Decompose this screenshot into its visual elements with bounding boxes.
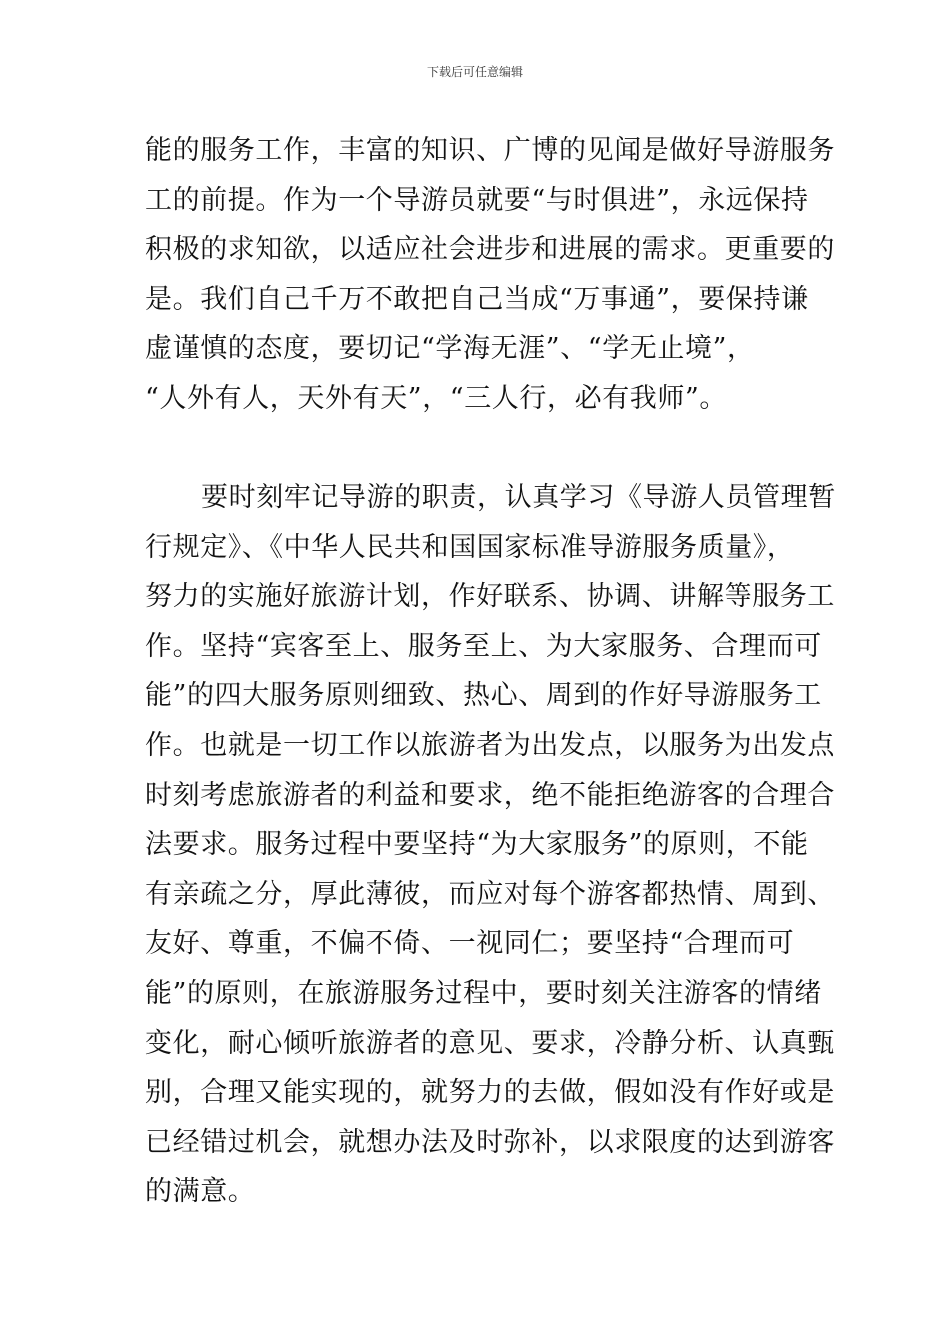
header-note: 下载后可任意编辑 (426, 65, 523, 79)
text-line: 别，合理又能实现的，就努力的去做，假如没有作好或是 (145, 1077, 835, 1109)
paragraph-2 (145, 473, 836, 1217)
text-line: 作。也就是一切工作以旅游者为出发点，以服务为出发点 (145, 729, 835, 761)
text-line: 行规定》、《中华人民共和国国家标准导游服务质量》， (145, 531, 795, 563)
text-line: 要时刻牢记导游的职责，认真学习《导游人员管理暂 (201, 482, 836, 513)
text-line: 能”的原则，在旅游服务过程中，要时刻关注游客的情绪 (145, 977, 822, 1009)
text-line: 友好、尊重，不偏不倚、一视同仁；要坚持“合理而可 (145, 928, 795, 960)
text-line: “人外有人，天外有天”，“三人行，必有我师”。 (145, 382, 728, 414)
text-line: 已经错过机会，就想办法及时弥补，以求限度的达到游客 (145, 1126, 835, 1158)
text-line: 作。坚持“宾客至上、服务至上、为大家服务、合理而可 (145, 630, 822, 662)
text-line: 法要求。服务过程中要坚持“为大家服务”的原则，不能 (145, 829, 809, 861)
text-line: 能的服务工作，丰富的知识、广博的见闻是做好导游服务 (145, 135, 835, 166)
text-line: 努力的实施好旅游计划，作好联系、协调、讲解等服务工 (145, 581, 835, 613)
text-line: 有亲疏之分，厚此薄彼，而应对每个游客都热情、周到、 (145, 878, 835, 910)
text-line: 工的前提。作为一个导游员就要“与时俱进”，永远保持 (145, 184, 809, 216)
text-line: 是。我们自己千万不敢把自己当成“万事通”，要保持谦 (145, 283, 809, 315)
text-line: 能”的四大服务原则细致、热心、周到的作好导游服务工 (145, 680, 822, 712)
text-line: 变化，耐心倾听旅游者的意见、要求，冷静分析、认真甄 (145, 1027, 835, 1059)
text-line: 虚谨慎的态度，要切记“学海无涯”、“学无止境”， (145, 333, 755, 365)
text-line: 积极的求知欲，以适应社会进步和进展的需求。更重要的 (145, 234, 835, 266)
text-line: 的满意。 (145, 1176, 256, 1208)
text-line: 时刻考虑旅游者的利益和要求，绝不能拒绝游客的合理合 (145, 779, 835, 811)
paragraph-1 (145, 126, 835, 424)
